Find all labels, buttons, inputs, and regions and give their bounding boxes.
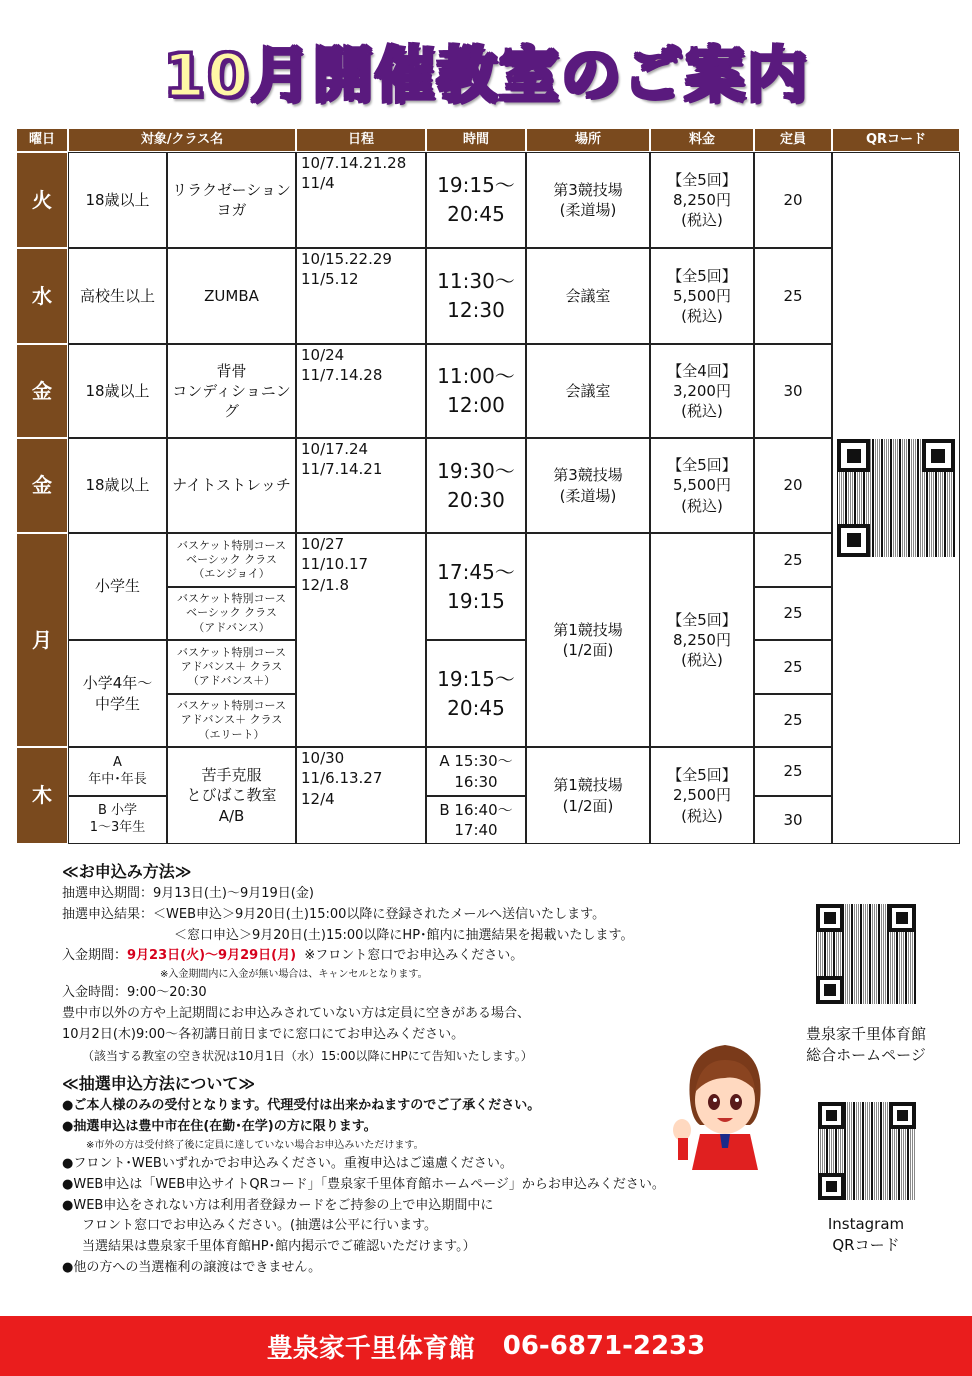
lottery-heading: ≪抽選申込方法について≫ — [62, 1074, 256, 1094]
schedule-table — [16, 128, 960, 844]
phone-number[interactable]: 06-6871-2233 — [502, 1331, 706, 1361]
thu-day: 木 — [16, 747, 68, 844]
row-target: 18歳以上 — [68, 152, 167, 248]
lottery-line: ●抽選申込は豊中市在住(在勤･在学)の方に限ります。 — [62, 1119, 377, 1135]
row-day: 金 — [16, 438, 68, 533]
thu-time-a: A 15:30～ 16:30 — [426, 747, 526, 796]
mon-fee: 【全5回】 8,250円 (税込) — [650, 533, 754, 747]
row-time: 19:15～ 20:45 — [426, 152, 526, 248]
mon-class: バスケット特別コース アドバンス＋ クラス （エリート） — [167, 694, 296, 747]
lottery-line: ●WEB申込をされない方は利用者登録カードをご持参の上で申込期間中に — [62, 1197, 494, 1213]
thu-time-b: B 16:40～ 17:40 — [426, 796, 526, 844]
mon-capacity: 25 — [754, 533, 832, 587]
row-place: 会議室 — [526, 344, 650, 438]
row-place: 第3競技場 (柔道場) — [526, 438, 650, 533]
row-fee: 【全4回】 3,200円 (税込) — [650, 344, 754, 438]
lottery-line: ●フロント･WEBいずれかでお申込みください。重複申込はご遠慮ください。 — [62, 1155, 513, 1171]
row-class: 背骨 コンディショニング — [167, 344, 296, 438]
mon-class: バスケット特別コース アドバンス＋ クラス （アドバンス＋） — [167, 640, 296, 694]
row-fee: 【全5回】 5,500円 (税込) — [650, 248, 754, 344]
row-time: 11:00～ 12:00 — [426, 344, 526, 438]
row-place: 会議室 — [526, 248, 650, 344]
thu-capacity: 30 — [754, 796, 832, 844]
row-place: 第3競技場 (柔道場) — [526, 152, 650, 248]
header-time: 時間 — [426, 128, 526, 152]
row-time: 19:30～ 20:30 — [426, 438, 526, 533]
header-fee: 料金 — [650, 128, 754, 152]
row-fee: 【全5回】 8,250円 (税込) — [650, 152, 754, 248]
header-class: 対象/クラス名 — [68, 128, 296, 152]
lottery-line: ●他の方への当選権利の譲渡はできません。 — [62, 1259, 322, 1275]
header-place: 場所 — [526, 128, 650, 152]
page-title: 10月開催教室のご案内 — [163, 41, 809, 111]
apply-line: （該当する教室の空き状況は10月1日（水）15:00以降にHPにて告知いたします。） — [82, 1048, 533, 1063]
row-schedule: 10/7.14.21.28 11/4 — [296, 152, 426, 248]
thu-capacity: 25 — [754, 747, 832, 796]
row-time: 11:30～ 12:30 — [426, 248, 526, 344]
lottery-line: ●WEB申込は「WEB申込サイトQRコード」「豊泉家千里体育館ホームページ」からお申込みください。 — [62, 1176, 665, 1192]
mon-time-2: 19:15～ 20:45 — [426, 640, 526, 747]
mon-schedule: 10/27 11/10.17 12/1.8 — [296, 533, 426, 747]
row-target: 高校生以上 — [68, 248, 167, 344]
apply-line: 豊中市以外の方や上記期間にお申込みされていない方は定員に空きがある場合、 — [62, 1005, 531, 1021]
row-class: リラクゼーション ヨガ — [167, 152, 296, 248]
header-capacity: 定員 — [754, 128, 832, 152]
row-target: 18歳以上 — [68, 344, 167, 438]
apply-heading: ≪お申込み方法≫ — [62, 862, 192, 881]
mon-class: バスケット特別コース ベーシック クラス （アドバンス） — [167, 587, 296, 640]
apply-line: ＜窓口申込＞9月20日(土)15:00以降にHP･館内に抽選結果を掲載いたします。 — [174, 927, 634, 943]
row-day: 金 — [16, 344, 68, 438]
header-schedule: 日程 — [296, 128, 426, 152]
thu-target-b: B 小学 1～3年生 — [68, 796, 167, 844]
footer-bar — [0, 1316, 972, 1376]
facility-name: 豊泉家千里体育館 — [266, 1333, 475, 1364]
thu-place: 第1競技場 (1/2面) — [526, 747, 650, 844]
mon-target-1: 小学生 — [68, 533, 167, 640]
payment-period: 入金期間：9月23日(火)～9月29日(月) ※フロント窓口でお申込みください。 — [62, 948, 524, 964]
header-qr: QRコード — [832, 128, 960, 152]
row-capacity: 20 — [754, 438, 832, 533]
lottery-note: ※市外の方は受付終了後に定員に達していない場合お申込みいただけます。 — [86, 1139, 424, 1151]
lottery-line: フロント窓口でお申込みください。(抽選は公平に行います。 — [82, 1218, 438, 1234]
row-schedule: 10/17.24 11/7.14.21 — [296, 438, 426, 533]
apply-line: 抽選申込期間：9月13日(土)～9月19日(金) — [62, 886, 314, 901]
apply-line: 入金時間：9:00～20:30 — [62, 985, 207, 1001]
mon-day: 月 — [16, 533, 68, 747]
row-schedule: 10/15.22.29 11/5.12 — [296, 248, 426, 344]
staff-character-icon — [670, 1030, 780, 1170]
thu-target-a: A 年中･年長 — [68, 747, 167, 796]
apply-line: 抽選申込結果：＜WEB申込＞9月20日(土)15:00以降に登録されたメールへ送信いたします。 — [62, 906, 606, 922]
row-fee: 【全5回】 5,500円 (税込) — [650, 438, 754, 533]
apply-line: 10月2日(木)9:00～各初講日前日までに窓口にてお申込みください。 — [62, 1026, 465, 1042]
lottery-line: 当選結果は豊泉家千里体育館HP･館内掲示でご確認いただけます。） — [82, 1239, 476, 1255]
instagram-caption: Instagram QRコード — [827, 1215, 905, 1254]
row-class: ナイトストレッチ — [167, 438, 296, 533]
homepage-caption: 豊泉家千里体育館 総合ホームページ — [805, 1025, 926, 1064]
row-day: 水 — [16, 248, 68, 344]
thu-fee: 【全5回】 2,500円 (税込) — [650, 747, 754, 844]
row-capacity: 20 — [754, 152, 832, 248]
web-apply-qr-icon[interactable] — [837, 439, 955, 557]
row-class: ZUMBA — [167, 248, 296, 344]
mon-class: バスケット特別コース ベーシック クラス （エンジョイ） — [167, 533, 296, 587]
qr-column — [832, 152, 960, 844]
row-target: 18歳以上 — [68, 438, 167, 533]
row-capacity: 30 — [754, 344, 832, 438]
mon-time-1: 17:45～ 19:15 — [426, 533, 526, 640]
thu-class: 苦手克服 とびばこ教室 A/B — [167, 747, 296, 844]
header-day: 曜日 — [16, 128, 68, 152]
mon-capacity: 25 — [754, 587, 832, 640]
mon-capacity: 25 — [754, 640, 832, 694]
row-capacity: 25 — [754, 248, 832, 344]
mon-target-2: 小学4年～ 中学生 — [68, 640, 167, 747]
application-notes — [62, 860, 762, 1279]
mon-place: 第1競技場 (1/2面) — [526, 533, 650, 747]
apply-note: ※入金期間内に入金が無い場合は、キャンセルとなります。 — [160, 969, 428, 981]
thu-schedule: 10/30 11/6.13.27 12/4 — [296, 747, 426, 844]
lottery-line: ●ご本人様のみの受付となります。代理受付は出来かねますのでご了承ください。 — [62, 1098, 541, 1114]
mon-capacity: 25 — [754, 694, 832, 747]
row-day: 火 — [16, 152, 68, 248]
homepage-qr-icon[interactable] — [816, 904, 916, 1004]
instagram-qr-icon[interactable] — [818, 1102, 916, 1200]
row-schedule: 10/24 11/7.14.28 — [296, 344, 426, 438]
